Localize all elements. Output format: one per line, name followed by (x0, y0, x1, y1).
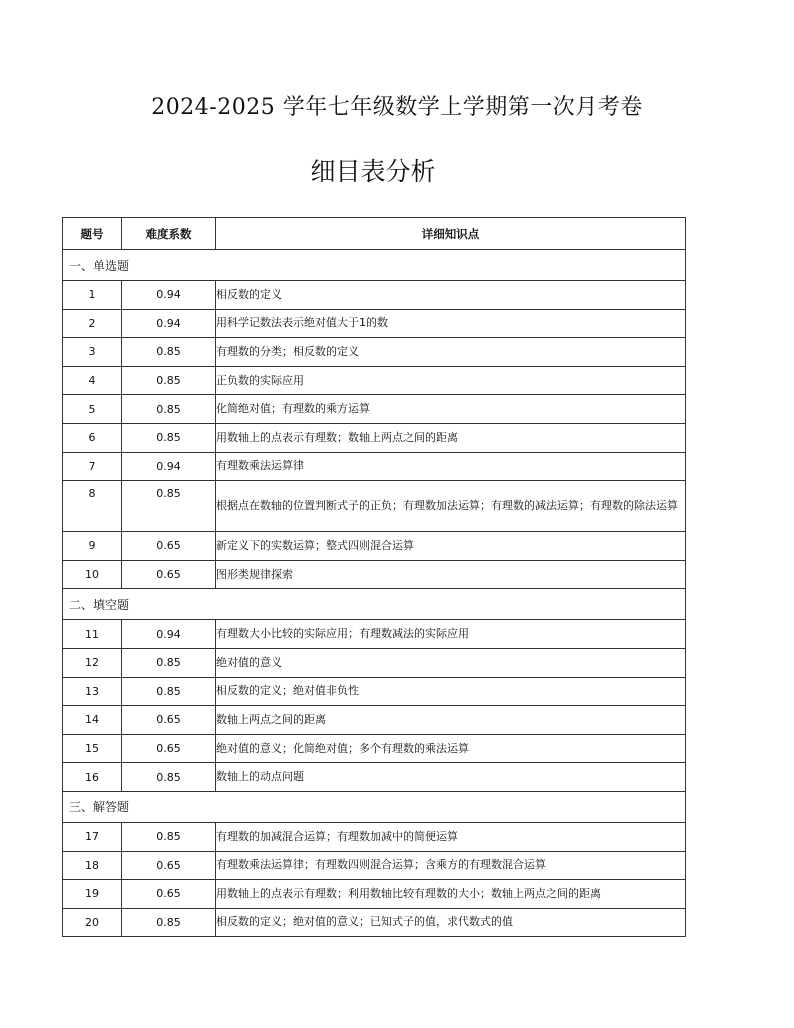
table-row (63, 532, 686, 561)
cell-number: 6 (63, 423, 122, 452)
cell-knowledge: 有理数乘法运算律；有理数四则混合运算；含乘方的有理数混合运算 (216, 851, 686, 880)
table-row (63, 481, 686, 532)
cell-difficulty: 0.85 (122, 423, 216, 452)
cell-number: 17 (63, 822, 122, 851)
cell-number: 14 (63, 706, 122, 735)
table-row (63, 366, 686, 395)
cell-number: 20 (63, 908, 122, 937)
cell-number: 9 (63, 532, 122, 561)
cell-knowledge: 相反数的定义；绝对值非负性 (216, 677, 686, 706)
section-row (63, 589, 686, 620)
cell-difficulty: 0.65 (122, 734, 216, 763)
cell-difficulty: 0.85 (122, 908, 216, 937)
table-row (63, 338, 686, 367)
analysis-table (62, 217, 686, 937)
header-difficulty: 难度系数 (122, 218, 216, 250)
table-header-row (63, 218, 686, 250)
cell-difficulty: 0.85 (122, 481, 216, 532)
table-row (63, 648, 686, 677)
section-label: 三、解答题 (63, 791, 686, 822)
header-knowledge: 详细知识点 (216, 218, 686, 250)
cell-knowledge: 绝对值的意义 (216, 648, 686, 677)
cell-number: 10 (63, 560, 122, 589)
cell-difficulty: 0.65 (122, 532, 216, 561)
table-row (63, 281, 686, 310)
cell-difficulty: 0.65 (122, 851, 216, 880)
table-row (63, 734, 686, 763)
table-row (63, 677, 686, 706)
page-title: 2024-2025 学年七年级数学上学期第一次月考卷 (151, 95, 643, 120)
table-row (63, 560, 686, 589)
section-label: 二、填空题 (63, 589, 686, 620)
cell-knowledge: 有理数大小比较的实际应用；有理数减法的实际应用 (216, 620, 686, 649)
cell-difficulty: 0.85 (122, 366, 216, 395)
section-row (63, 250, 686, 281)
cell-knowledge: 用数轴上的点表示有理数；利用数轴比较有理数的大小；数轴上两点之间的距离 (216, 880, 686, 909)
table-row (63, 309, 686, 338)
cell-knowledge: 图形类规律探索 (216, 560, 686, 589)
cell-number: 5 (63, 395, 122, 424)
cell-number: 11 (63, 620, 122, 649)
section-row (63, 791, 686, 822)
cell-knowledge: 正负数的实际应用 (216, 366, 686, 395)
cell-knowledge: 绝对值的意义；化简绝对值；多个有理数的乘法运算 (216, 734, 686, 763)
cell-difficulty: 0.94 (122, 309, 216, 338)
cell-knowledge: 相反数的定义；绝对值的意义；已知式子的值，求代数式的值 (216, 908, 686, 937)
cell-number: 7 (63, 452, 122, 481)
cell-number: 1 (63, 281, 122, 310)
header-number: 题号 (63, 218, 122, 250)
table-row (63, 880, 686, 909)
cell-number: 2 (63, 309, 122, 338)
table-row (63, 822, 686, 851)
cell-number: 4 (63, 366, 122, 395)
cell-difficulty: 0.94 (122, 281, 216, 310)
cell-difficulty: 0.65 (122, 560, 216, 589)
cell-number: 13 (63, 677, 122, 706)
cell-difficulty: 0.94 (122, 620, 216, 649)
cell-difficulty: 0.65 (122, 880, 216, 909)
cell-difficulty: 0.65 (122, 706, 216, 735)
cell-knowledge: 新定义下的实数运算；整式四则混合运算 (216, 532, 686, 561)
cell-knowledge: 化简绝对值；有理数的乘方运算 (216, 395, 686, 424)
cell-knowledge: 有理数的分类；相反数的定义 (216, 338, 686, 367)
cell-number: 3 (63, 338, 122, 367)
table-row (63, 423, 686, 452)
section-label: 一、单选题 (63, 250, 686, 281)
cell-difficulty: 0.85 (122, 648, 216, 677)
table-row (63, 763, 686, 792)
cell-knowledge: 数轴上的动点问题 (216, 763, 686, 792)
table-row (63, 706, 686, 735)
table-row (63, 620, 686, 649)
cell-knowledge: 数轴上两点之间的距离 (216, 706, 686, 735)
cell-difficulty: 0.85 (122, 763, 216, 792)
table-row (63, 908, 686, 937)
cell-knowledge: 用科学记数法表示绝对值大于1的数 (216, 309, 686, 338)
page-subtitle: 细目表分析 (310, 157, 436, 186)
cell-knowledge: 有理数的加减混合运算；有理数加减中的简便运算 (216, 822, 686, 851)
cell-difficulty: 0.85 (122, 677, 216, 706)
table-row (63, 851, 686, 880)
cell-difficulty: 0.85 (122, 822, 216, 851)
cell-knowledge: 有理数乘法运算律 (216, 452, 686, 481)
cell-knowledge: 根据点在数轴的位置判断式子的正负；有理数加法运算；有理数的减法运算；有理数的除法运算 (216, 481, 686, 532)
cell-number: 8 (63, 481, 122, 532)
cell-knowledge: 用数轴上的点表示有理数；数轴上两点之间的距离 (216, 423, 686, 452)
cell-number: 15 (63, 734, 122, 763)
cell-number: 16 (63, 763, 122, 792)
table-row (63, 395, 686, 424)
table-row (63, 452, 686, 481)
cell-difficulty: 0.94 (122, 452, 216, 481)
cell-number: 18 (63, 851, 122, 880)
cell-difficulty: 0.85 (122, 395, 216, 424)
cell-number: 19 (63, 880, 122, 909)
cell-number: 12 (63, 648, 122, 677)
cell-difficulty: 0.85 (122, 338, 216, 367)
cell-knowledge: 相反数的定义 (216, 281, 686, 310)
